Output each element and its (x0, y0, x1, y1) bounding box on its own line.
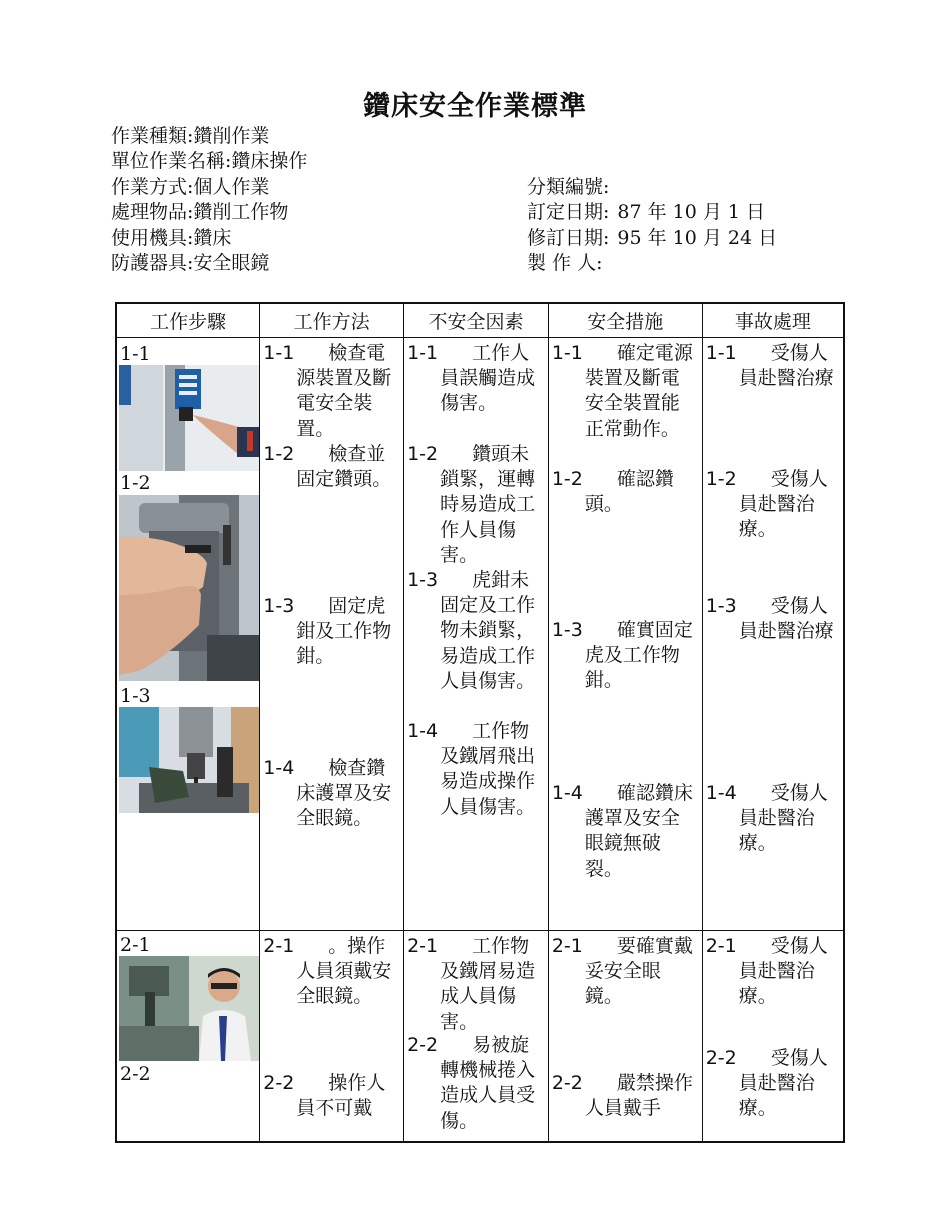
meta-label: 處理物品: (111, 201, 194, 224)
item-text: 要確實戴妥安全眼鏡。 (584, 935, 693, 1008)
hazard-item (407, 568, 544, 694)
meta-protective-gear (111, 251, 307, 276)
item-text: 確認鑽頭。 (584, 468, 674, 516)
item-text: 易被旋轉機械捲入造成人員受傷。 (440, 1034, 536, 1132)
photo-power-switch (119, 365, 259, 471)
method-item (263, 594, 399, 670)
meta-work-method (111, 175, 307, 200)
meta-label: 修訂日期: (527, 226, 610, 249)
meta-label: 製 作 人: (527, 252, 603, 275)
measures-cell (548, 931, 702, 1143)
item-number: 1-3 (263, 595, 295, 617)
header-safety-measures: 安全措施 (548, 303, 702, 338)
item-number: 1-2 (551, 468, 583, 490)
meta-materials (111, 200, 307, 225)
accidents-cell (702, 931, 844, 1143)
hazard-item (407, 934, 544, 1035)
item-number: 1-1 (263, 342, 295, 364)
item-number: 1-4 (407, 720, 439, 742)
hazard-item (407, 442, 544, 568)
measures-cell (548, 338, 702, 931)
meta-value: 鑽削作業 (193, 125, 270, 147)
measure-item (552, 934, 698, 1010)
method-item (263, 341, 399, 442)
photo-operator-eyewear (119, 956, 259, 1061)
header-unsafe-factors: 不安全因素 (404, 303, 549, 338)
item-number: 1-3 (705, 595, 737, 617)
meta-label: 單位作業名稱: (111, 150, 232, 173)
meta-label: 使用機具: (111, 226, 194, 249)
meta-work-type (111, 124, 307, 149)
item-text: 。操作人員須戴安全眼鏡。 (296, 935, 392, 1008)
meta-value: 95 年 10 月 24 日 (617, 226, 778, 249)
measure-item (552, 618, 698, 694)
meta-value: 安全眼鏡 (193, 251, 270, 274)
item-text: 操作人員不可戴 (296, 1072, 386, 1120)
measure-item (552, 1071, 698, 1121)
item-number: 2-1 (705, 935, 737, 957)
document-title: 鑽床安全作業標準 (363, 91, 587, 122)
item-text: 受傷人員赴醫治療。 (738, 468, 828, 541)
hazard-item (407, 719, 544, 820)
meta-label: 分類編號: (527, 176, 610, 198)
item-text: 受傷人員赴醫治療。 (738, 1047, 828, 1120)
meta-author (527, 251, 777, 276)
item-number: 2-1 (551, 935, 583, 957)
item-number: 2-1 (407, 935, 439, 957)
item-text: 虎鉗未固定及工作物未鎖緊，易造成工作人員傷害。 (440, 569, 536, 692)
header-work-steps: 工作步驟 (116, 303, 260, 338)
hazards-cell (404, 338, 549, 931)
meta-category-number (527, 175, 777, 200)
item-number: 1-1 (551, 342, 583, 364)
meta-equipment (111, 226, 307, 251)
method-item (263, 934, 399, 1010)
item-number: 1-4 (551, 782, 583, 804)
item-text: 確定電源裝置及斷電安全裝置能正常動作。 (584, 342, 693, 440)
meta-label: 作業方式: (111, 175, 194, 198)
item-text: 鑽頭未鎖緊，運轉時易造成工作人員傷害。 (440, 443, 536, 566)
header-work-methods: 工作方法 (260, 303, 404, 338)
methods-cell (260, 338, 404, 931)
item-number: 1-3 (551, 619, 583, 641)
photo-drill-chuck (119, 495, 259, 681)
meta-right-block (527, 175, 777, 277)
hazard-item (407, 1033, 544, 1134)
meta-label: 訂定日期: (527, 201, 610, 224)
table-header-row (116, 303, 844, 338)
meta-label: 防護器具: (111, 251, 194, 274)
hazards-cell (404, 931, 549, 1143)
step-label: 1-1 (120, 343, 151, 365)
accidents-cell (702, 338, 844, 931)
meta-unit-name (111, 149, 307, 174)
accident-item (706, 467, 839, 543)
hazard-item (407, 341, 544, 417)
item-text: 工作物及鐵屑易造成人員傷害。 (440, 935, 536, 1033)
item-text: 受傷人員赴醫治療 (738, 342, 834, 390)
table-row (116, 338, 844, 931)
item-number: 1-2 (705, 468, 737, 490)
item-number: 2-2 (705, 1047, 737, 1069)
accident-item (706, 341, 839, 391)
item-number: 2-2 (263, 1072, 295, 1094)
meta-revised-date (527, 226, 777, 251)
steps-cell (116, 931, 260, 1143)
meta-established-date (527, 200, 777, 225)
step-label: 2-2 (120, 1063, 151, 1085)
meta-value: 87 年 10 月 1 日 (617, 201, 766, 224)
measure-item (552, 341, 698, 442)
item-text: 檢查電源裝置及斷電安全裝置。 (296, 342, 392, 440)
item-text: 檢查鑽床護罩及安全眼鏡。 (296, 757, 392, 830)
item-text: 嚴禁操作人員戴手 (584, 1072, 693, 1120)
item-number: 2-2 (551, 1072, 583, 1094)
item-number: 1-4 (263, 757, 295, 779)
item-text: 受傷人員赴醫治療。 (738, 935, 828, 1008)
steps-cell (116, 338, 260, 931)
item-text: 確實固定虎及工作物鉗。 (584, 619, 693, 692)
header-accident-handling: 事故處理 (702, 303, 844, 338)
meta-label: 作業種類: (111, 125, 194, 147)
item-text: 固定虎鉗及工作物鉗。 (296, 595, 392, 668)
step-label: 1-3 (120, 685, 151, 707)
item-text: 檢查並固定鑽頭。 (296, 443, 392, 491)
item-number: 1-1 (705, 342, 737, 364)
table-row (116, 931, 844, 1143)
item-number: 1-4 (705, 782, 737, 804)
item-number: 1-2 (263, 443, 295, 465)
item-number: 1-1 (407, 342, 439, 364)
method-item (263, 1071, 399, 1121)
item-text: 工作人員誤觸造成傷害。 (440, 342, 536, 415)
method-item (263, 756, 399, 832)
item-number: 2-1 (263, 935, 295, 957)
item-number: 1-3 (407, 569, 439, 591)
meta-value: 個人作業 (193, 175, 270, 198)
accident-item (706, 781, 839, 857)
accident-item (706, 594, 839, 644)
item-text: 受傷人員赴醫治療 (738, 595, 834, 643)
measure-item (552, 781, 698, 882)
accident-item (706, 1046, 839, 1122)
step-label: 1-2 (120, 472, 151, 494)
accident-item (706, 934, 839, 1010)
item-text: 工作物及鐵屑飛出易造成操作人員傷害。 (440, 720, 536, 818)
meta-left-block (111, 124, 307, 276)
methods-cell (260, 931, 404, 1143)
item-number: 2-2 (407, 1034, 439, 1056)
step-label: 2-1 (120, 934, 151, 956)
meta-value: 鑽床 (193, 226, 232, 249)
meta-value: 鑽床操作 (231, 150, 308, 173)
measure-item (552, 467, 698, 517)
item-text: 確認鑽床護罩及安全眼鏡無破裂。 (584, 782, 693, 880)
photo-vise-workpiece (119, 707, 259, 813)
method-item (263, 442, 399, 492)
safety-standard-table (115, 302, 845, 1143)
meta-value: 鑽削工作物 (193, 201, 289, 224)
item-number: 1-2 (407, 443, 439, 465)
item-text: 受傷人員赴醫治療。 (738, 782, 828, 855)
